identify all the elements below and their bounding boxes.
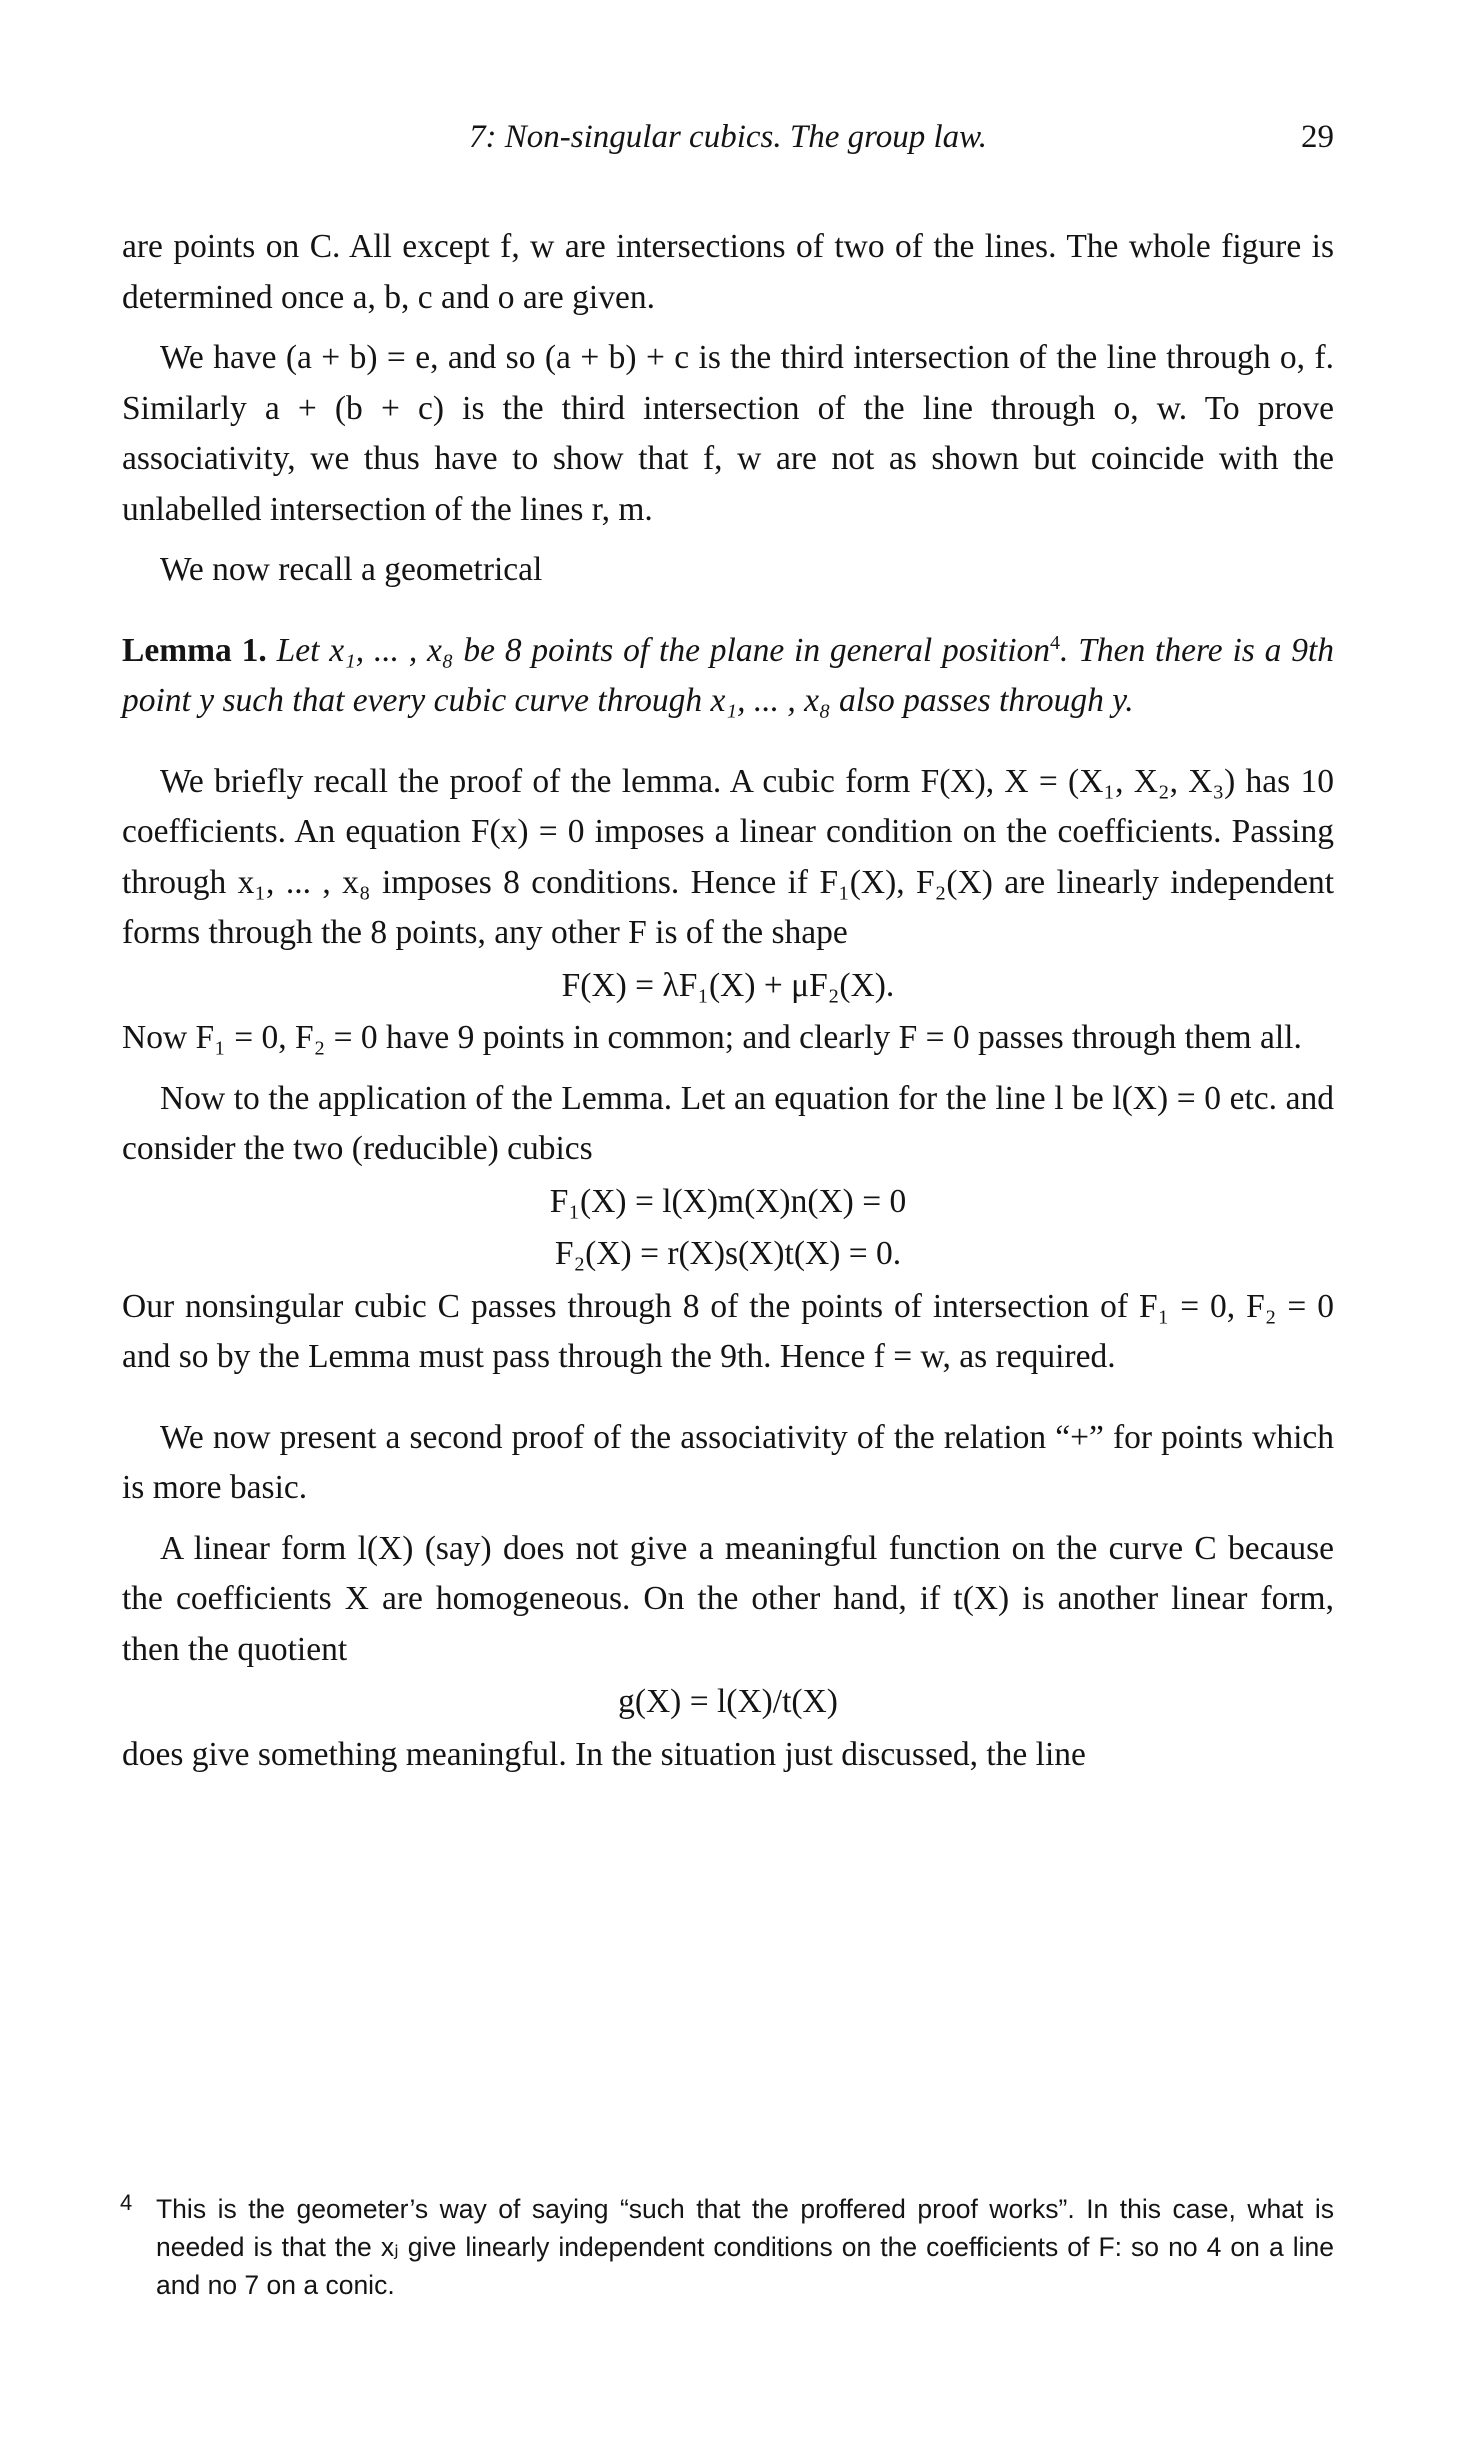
equation-1: F(X) = λF₁(X) + μF₂(X). (561, 966, 895, 1004)
running-header (122, 114, 1334, 160)
lemma-1 (122, 626, 1334, 727)
equation-4: g(X) = l(X)/t(X) (618, 1683, 838, 1720)
footnote-mark: 4 (120, 2190, 133, 2215)
chapter-title: 7: Non-singular cubics. The group law. (469, 119, 987, 155)
page-number: 29 (1301, 119, 1334, 155)
paragraph-8: We now present a second proof of the associativity of the relation “+” for points which is more basic. (122, 1418, 1334, 1506)
paragraph-3: We now recall a geometrical (160, 551, 543, 588)
paragraph-5: Now F₁ = 0, F₂ = 0 have 9 points in common; and clearly F = 0 passes through them all. (122, 1019, 1302, 1056)
equation-3: F₂(X) = r(X)s(X)t(X) = 0. (554, 1235, 902, 1272)
equation-2: F₁(X) = l(X)m(X)n(X) = 0 (549, 1182, 907, 1220)
paragraph-2: We have (a + b) = e, and so (a + b) + c is the third intersection of the line through o, f. Similarly a + (b + c) is the third intersection of the line through o, w. To prove associativity, we thus have to show that f, w are not as shown but coincide with the unlabelled intersection of the lines r, m. (122, 339, 1334, 528)
footnote-text: This is the geometer’s way of saying “such that the proffered proof works”. In this case, what is needed is that the xⱼ give linearly independent conditions on the coefficients of F: so no 4 on a line and no 7 on a conic. (156, 2194, 1334, 2300)
lemma-statement-cont: . Then there is a 9th point y such that every cubic curve through x₁, ... , x₈ also passes through y. (122, 631, 1334, 719)
paragraph-1: are points on C. All except f, w are intersections of two of the lines. The whole figure is determined once a, b, c and o are given. (122, 228, 1334, 316)
paragraph-9: A linear form l(X) (say) does not give a meaningful function on the curve C because the coefficients X are homogeneous. On the other hand, if t(X) is another linear form, then the quotient (122, 1529, 1334, 1668)
main-text (122, 222, 1334, 1780)
paragraph-6: Now to the application of the Lemma. Let an equation for the line l be l(X) = 0 etc. and consider the two (reducible) cubics (122, 1079, 1334, 1167)
paragraph-10: does give something meaningful. In the situation just discussed, the line (122, 1735, 1086, 1773)
lemma-statement: Let x₁, ... , x₈ be 8 points of the plane in general position (276, 631, 1051, 669)
lemma-label: Lemma 1. (122, 631, 267, 669)
footnote (122, 2190, 1334, 2304)
paragraph-4: We briefly recall the proof of the lemma. A cubic form F(X), X = (X₁, X₂, X₃) has 10 coefficients. An equation F(x) = 0 imposes a linear condition on the coefficients. Passing through x₁, ... , x₈ imposes 8 conditions. Hence if F₁(X), F₂(X) are linearly independent forms through the 8 points, any other F is of the shape (122, 762, 1334, 951)
footnote-reference: 4 (1050, 631, 1061, 654)
paragraph-7: Our nonsingular cubic C passes through 8 of the points of intersection of F₁ = 0, F₂ = 0 and so by the Lemma must pass through the 9th. Hence f = w, as required. (122, 1287, 1334, 1375)
